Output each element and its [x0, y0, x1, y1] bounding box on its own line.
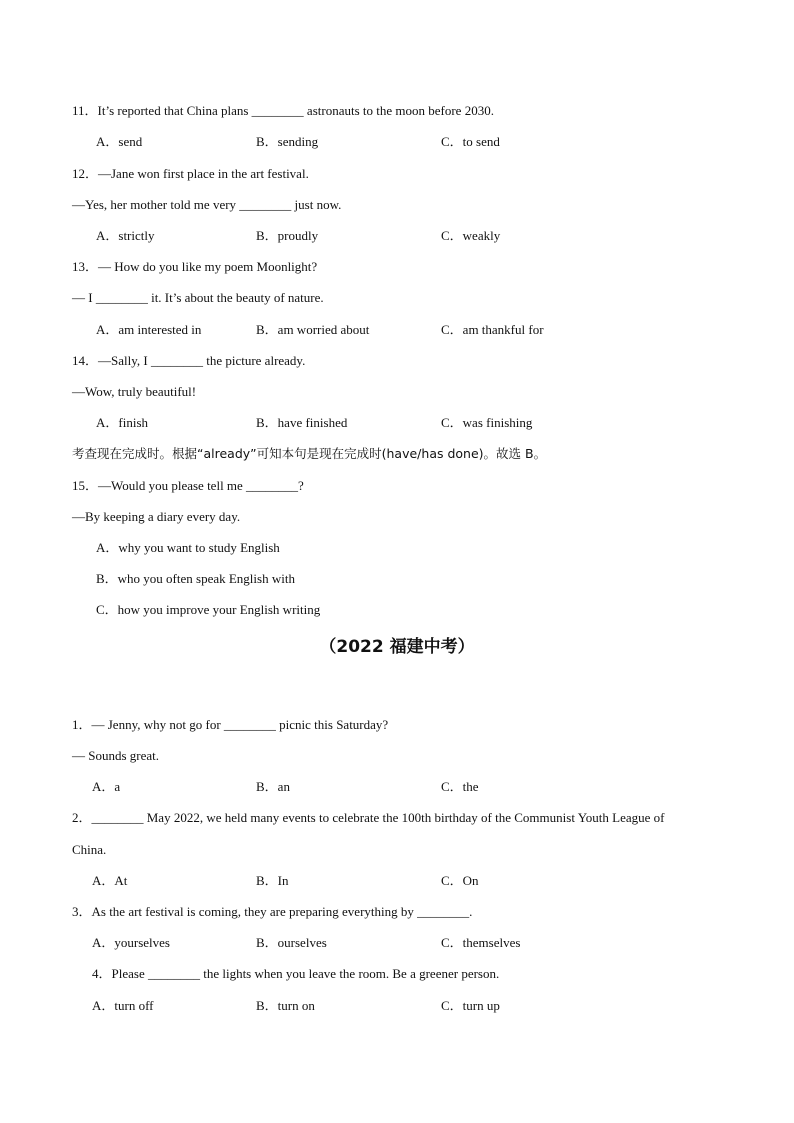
question-12-reply: —Yes, her mother told me very ________ just now. — [72, 197, 342, 212]
question-4-option-b: B．turn on — [256, 998, 315, 1013]
question-2-option-c: C．On — [441, 873, 479, 888]
question-13-option-c: C．am thankful for — [441, 322, 544, 337]
question-14-explanation: 考查现在完成时。根据“already”可知本句是现在完成时(have/has done)。故选 B。 — [72, 446, 547, 461]
question-12-option-b: B．proudly — [256, 228, 319, 243]
question-15-option-b: B．who you often speak English with — [96, 571, 295, 586]
question-12-stem: 12．—Jane won first place in the art festival. — [72, 166, 309, 181]
question-15-option-c: C．how you improve your English writing — [96, 602, 321, 617]
question-11-option-c: C．to send — [441, 134, 500, 149]
question-14-option-b: B．have finished — [256, 415, 348, 430]
section-title: （2022 福建中考） — [319, 637, 475, 657]
question-4-option-a: A．turn off — [92, 998, 154, 1013]
question-11-option-a: A．send — [96, 134, 143, 149]
question-14-reply: —Wow, truly beautiful! — [72, 384, 197, 399]
question-11-stem: 11．It’s reported that China plans ________ astronauts to the moon before 2030. — [72, 103, 494, 118]
question-13-option-b: B．am worried about — [256, 322, 370, 337]
question-14-stem: 14．—Sally, I ________ the picture already. — [72, 353, 306, 368]
question-15-option-a: A．why you want to study English — [96, 540, 280, 555]
question-3-option-b: B．ourselves — [256, 935, 327, 950]
question-2-stem-continued: China. — [72, 842, 107, 857]
question-15-stem: 15．—Would you please tell me ________? — [72, 478, 304, 493]
question-1-option-b: B．an — [256, 779, 290, 794]
question-13-reply: — I ________ it. It’s about the beauty of nature. — [72, 290, 324, 305]
question-14-option-a: A．finish — [96, 415, 149, 430]
question-4-option-c: C．turn up — [441, 998, 500, 1013]
question-1-stem: 1．— Jenny, why not go for ________ picnic this Saturday? — [72, 717, 389, 732]
question-1-reply: — Sounds great. — [72, 748, 160, 763]
question-3-option-c: C．themselves — [441, 935, 521, 950]
question-11-option-b: B．sending — [256, 134, 319, 149]
question-3-stem: 3．As the art festival is coming, they are preparing everything by ________. — [72, 904, 473, 919]
question-13-stem: 13．— How do you like my poem Moonlight? — [72, 259, 318, 274]
question-2-option-a: A．At — [92, 873, 128, 888]
question-3-option-a: A．yourselves — [92, 935, 170, 950]
question-14-option-c: C．was finishing — [441, 415, 533, 430]
question-2-stem: 2．________ May 2022, we held many events to celebrate the 100th birthday of the Communist Youth League of — [72, 810, 665, 825]
question-4-stem: 4．Please ________ the lights when you leave the room. Be a greener person. — [92, 966, 500, 981]
question-1-option-a: A．a — [92, 779, 121, 794]
question-12-option-c: C．weakly — [441, 228, 501, 243]
question-13-option-a: A．am interested in — [96, 322, 202, 337]
question-12-option-a: A．strictly — [96, 228, 155, 243]
question-2-option-b: B．In — [256, 873, 289, 888]
question-1-option-c: C．the — [441, 779, 479, 794]
question-15-reply: —By keeping a diary every day. — [72, 509, 241, 524]
